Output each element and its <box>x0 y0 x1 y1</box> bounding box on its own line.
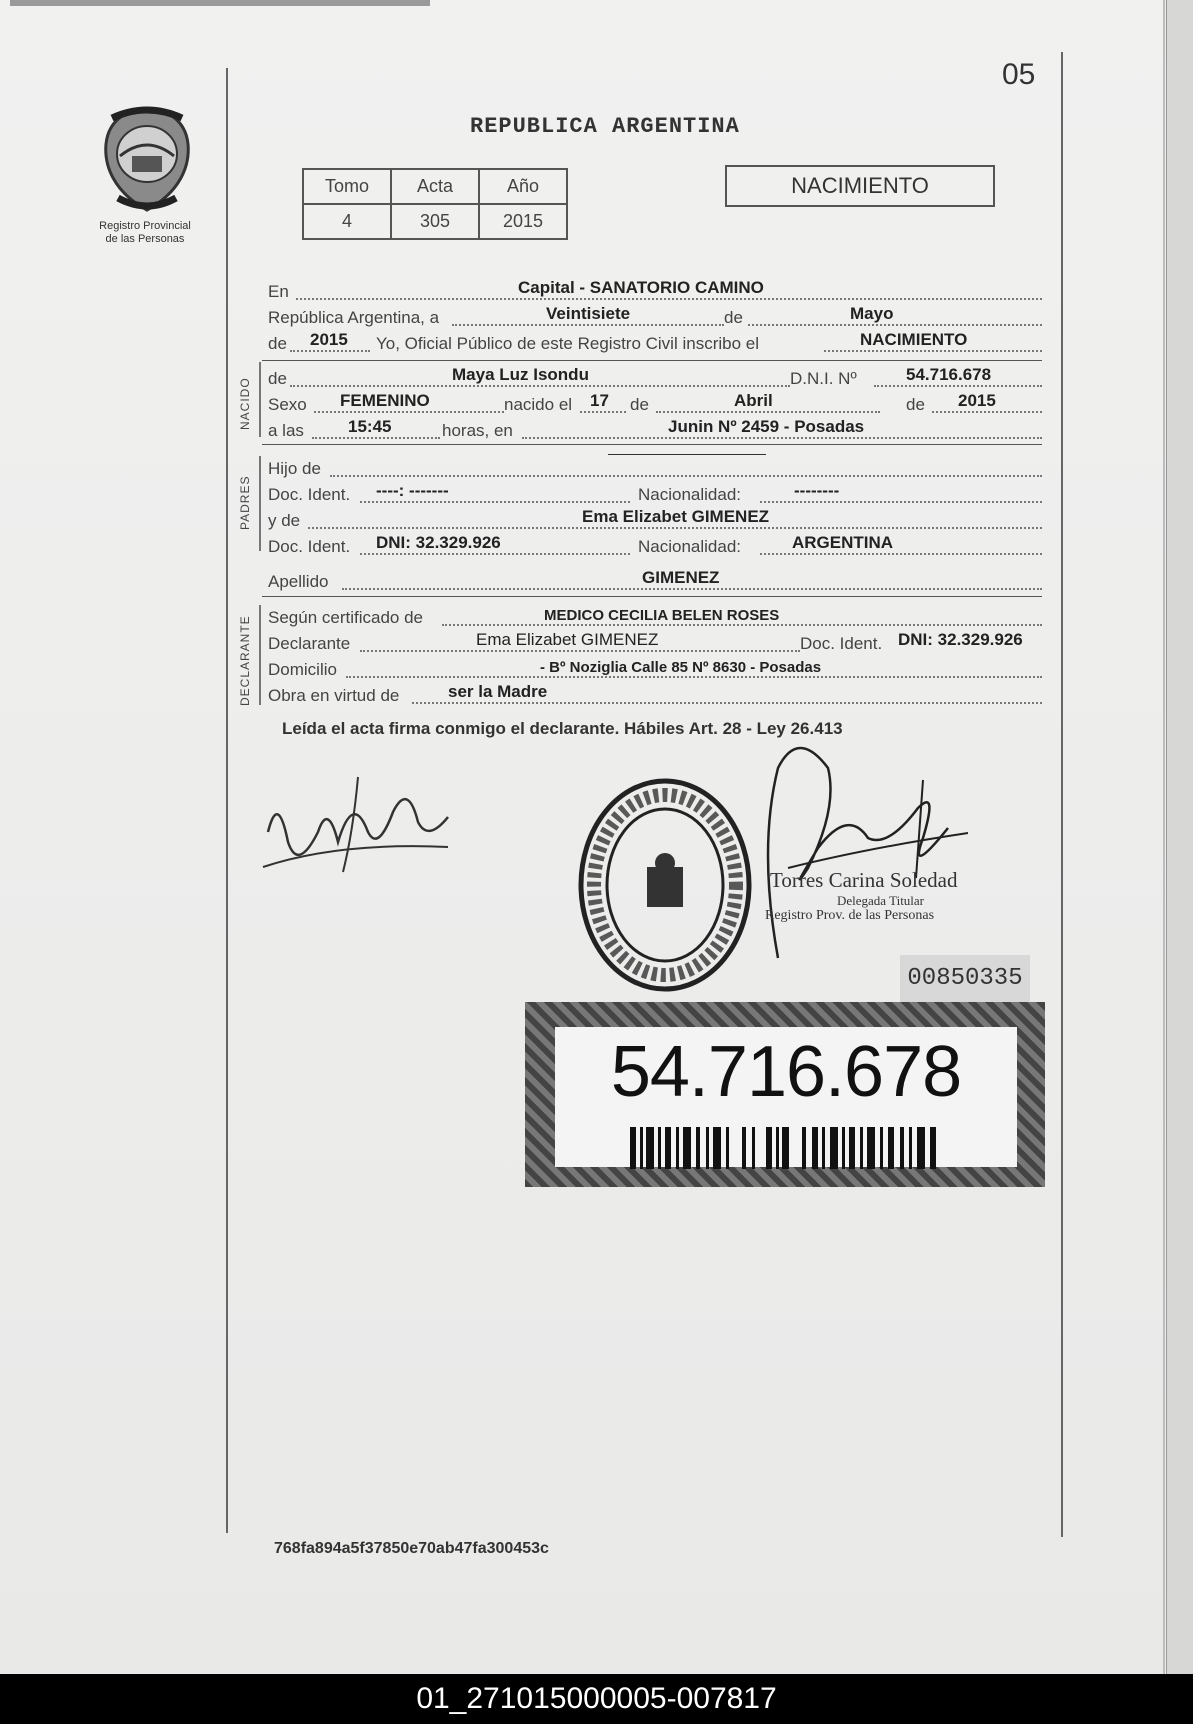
official-stamp <box>575 775 755 995</box>
row-apellido <box>268 568 1042 594</box>
record-type-box: NACIMIENTO <box>725 165 995 207</box>
de3-label: de <box>630 395 649 414</box>
file-id-bar: 01_271015000005-007817 <box>0 1674 1193 1724</box>
id-sticker-inner <box>555 1027 1017 1167</box>
page-number: 05 <box>1002 58 1036 91</box>
month-value: Mayo <box>850 304 894 323</box>
dotted-line <box>760 553 1042 555</box>
row-date <box>268 304 1042 330</box>
logo-caption-line2: de las Personas <box>105 233 185 245</box>
birth-year: 2015 <box>958 391 996 410</box>
dotted-line <box>330 475 1042 477</box>
dotted-line <box>580 411 626 413</box>
page-title: REPUBLICA ARGENTINA <box>470 114 740 139</box>
obra-value: ser la Madre <box>448 682 548 701</box>
hour-value: 15:45 <box>348 417 392 436</box>
a-las-label: a las <box>268 421 304 440</box>
dni-value: 54.716.678 <box>906 365 992 384</box>
dotted-line <box>296 298 1042 300</box>
de-label: de <box>724 308 743 327</box>
en-label: En <box>268 282 289 301</box>
official-office: Registro Prov. de las Personas <box>765 908 935 923</box>
row-domicilio <box>268 656 1042 682</box>
row-hijo <box>268 455 1042 481</box>
place-value: Junin Nº 2459 - Posadas <box>668 417 865 436</box>
id-number: 54.716.678 <box>610 1032 962 1112</box>
domicilio-label: Domicilio <box>268 660 337 679</box>
dni-label: D.N.I. Nº <box>790 369 857 388</box>
horas-label: horas, en <box>442 421 513 440</box>
right-margin-line <box>1061 52 1063 1537</box>
dotted-line <box>290 350 370 352</box>
segun-value: MEDICO CECILIA BELEN ROSES <box>544 607 780 624</box>
value-ano: 2015 <box>479 204 567 239</box>
value-tomo: 4 <box>303 204 391 239</box>
obra-label: Obra en virtud de <box>268 686 400 705</box>
segun-label: Según certificado de <box>268 608 423 627</box>
birth-day: 17 <box>590 391 609 410</box>
domicilio-value: - Bº Noziglia Calle 85 Nº 8630 - Posadas <box>540 659 822 676</box>
dotted-line <box>748 324 1042 326</box>
birth-month: Abril <box>734 391 773 410</box>
dotted-line <box>360 553 630 555</box>
de2-label: de <box>268 334 287 353</box>
section-bracket <box>259 605 261 705</box>
row-inscribo <box>268 330 1042 356</box>
dotted-line <box>824 350 1042 352</box>
page-edge <box>1166 0 1193 1674</box>
logo-caption-line1: Registro Provincial <box>99 220 191 232</box>
apellido-value: GIMENEZ <box>642 568 720 587</box>
row-doc1 <box>268 481 1042 507</box>
dotted-line <box>360 501 630 503</box>
doc1-value: ----: ------- <box>376 481 449 500</box>
row-en <box>268 278 1042 304</box>
official-signature <box>748 728 978 968</box>
row-declarante <box>268 630 1042 656</box>
y-de-label: y de <box>268 511 301 530</box>
row-madre <box>268 507 1042 533</box>
mother-value: Ema Elizabet GIMENEZ <box>582 507 770 526</box>
header-tomo: Tomo <box>303 169 391 204</box>
yo-text: Yo, Oficial Público de este Registro Civil inscribo el <box>376 334 759 353</box>
apellido-label: Apellido <box>268 572 329 591</box>
dotted-line <box>360 650 800 652</box>
side-label-declarante: DECLARANTE <box>238 615 252 706</box>
dotted-line <box>342 588 1042 590</box>
nacido-de-label: de <box>268 369 287 388</box>
row-hora <box>268 417 1042 443</box>
side-label-padres: PADRES <box>238 475 252 530</box>
dotted-line <box>656 411 880 413</box>
doc1-label: Doc. Ident. <box>268 485 351 504</box>
republica-label: República Argentina, a <box>268 308 440 327</box>
official-title: Delegada Titular <box>837 893 925 908</box>
doc3-label: Doc. Ident. <box>800 634 883 653</box>
doc2-value: DNI: 32.329.926 <box>376 533 501 552</box>
dotted-line <box>522 437 1042 439</box>
section-divider <box>262 596 1042 597</box>
nac1-value: -------- <box>794 481 840 500</box>
side-label-nacido: NACIDO <box>238 377 252 430</box>
dotted-line <box>874 385 1042 387</box>
serial-number: 00850335 <box>900 955 1030 1003</box>
inscribo-value: NACIMIENTO <box>860 330 968 349</box>
left-margin-line <box>226 68 228 1533</box>
dotted-line <box>346 676 1042 678</box>
dotted-line <box>412 702 1042 704</box>
year-value: 2015 <box>310 330 348 349</box>
nacido-el-label: nacido el <box>504 395 573 414</box>
section-bracket <box>259 456 261 551</box>
nac2-value: ARGENTINA <box>792 533 894 552</box>
declarant-signature <box>258 772 458 882</box>
registry-table <box>302 168 568 240</box>
legal-footnote: Leída el acta firma conmigo el declarante. Hábiles Art. 28 - Ley 26.413 <box>282 719 843 738</box>
dotted-line <box>932 411 1042 413</box>
dotted-line <box>314 411 504 413</box>
section-bracket <box>259 362 261 437</box>
nac2-label: Nacionalidad: <box>638 537 742 556</box>
section-divider <box>262 444 1042 445</box>
doc2-label: Doc. Ident. <box>268 537 351 556</box>
dotted-line <box>290 385 790 387</box>
row-sexo <box>268 391 1042 417</box>
de4-label: de <box>906 395 925 414</box>
row-doc2 <box>268 533 1042 559</box>
row-name <box>268 365 1042 391</box>
sexo-label: Sexo <box>268 395 307 414</box>
dotted-line <box>442 624 1042 626</box>
barcode <box>630 1127 940 1169</box>
official-name: Torres Carina Soledad <box>770 868 958 892</box>
dotted-line <box>760 501 1042 503</box>
sexo-value: FEMENINO <box>340 391 430 410</box>
document-hash: 768fa894a5f37850e70ab47fa300453c <box>274 1540 549 1557</box>
coat-of-arms-logo <box>92 104 202 214</box>
section-divider <box>262 360 1042 361</box>
hijo-label: Hijo de <box>268 459 321 478</box>
declarante-label: Declarante <box>268 634 351 653</box>
header-ano: Año <box>479 169 567 204</box>
doc3-value: DNI: 32.329.926 <box>898 630 1023 649</box>
name-value: Maya Luz Isondu <box>452 365 589 384</box>
dotted-line <box>308 527 1042 529</box>
value-acta: 305 <box>391 204 479 239</box>
header-acta: Acta <box>391 169 479 204</box>
day-value: Veintisiete <box>546 304 631 323</box>
dotted-line <box>452 324 724 326</box>
en-value: Capital - SANATORIO CAMINO <box>518 278 764 297</box>
scan-edge <box>10 0 430 6</box>
logo-caption <box>80 220 210 246</box>
dotted-line <box>312 437 440 439</box>
declarante-value: Ema Elizabet GIMENEZ <box>476 630 659 649</box>
id-sticker <box>525 1002 1045 1187</box>
nac1-label: Nacionalidad: <box>638 485 742 504</box>
row-segun <box>268 604 1042 630</box>
row-obra <box>268 682 1042 708</box>
